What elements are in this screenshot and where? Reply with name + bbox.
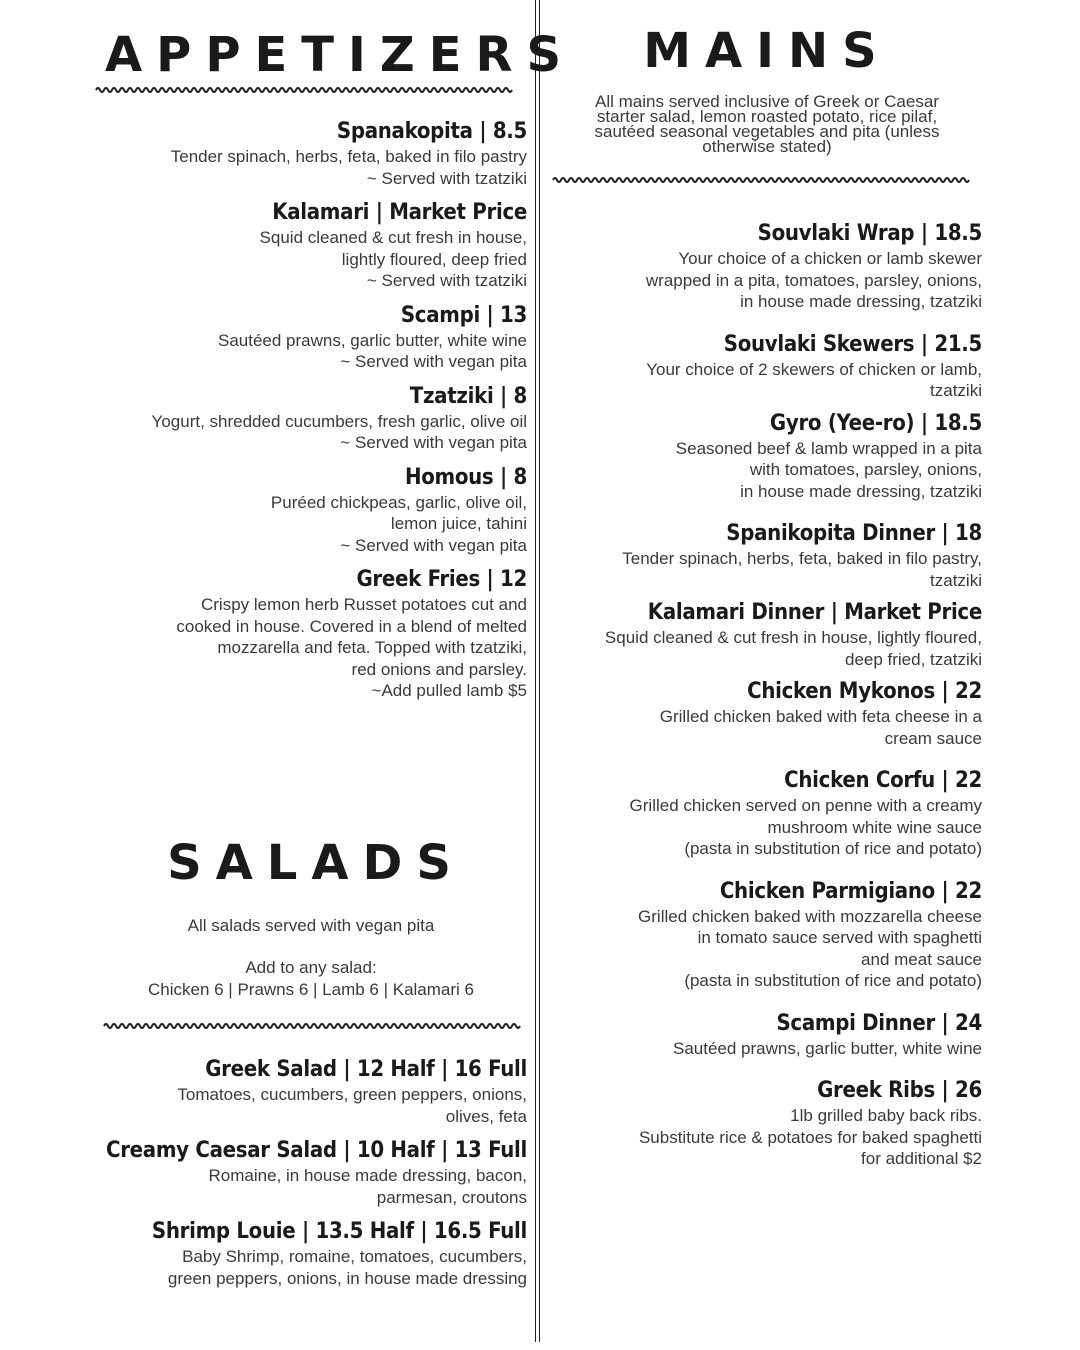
item-desc: Tomatoes, cucumbers, green peppers, onions,: [177, 1085, 527, 1104]
menu-item: [552, 1010, 982, 1060]
item-title: Creamy Caesar Salad | 10 Half | 13 Full: [105, 1138, 527, 1163]
mains-note-line: sautéed seasonal vegetables and pita (unless: [594, 122, 940, 141]
item-desc: Grilled chicken baked with feta cheese in a: [659, 707, 982, 726]
item-desc: in tomato sauce served with spaghetti: [697, 928, 982, 947]
item-title: Spanikopita Dinner | 18: [726, 521, 982, 546]
mains-note-line: starter salad, lemon roasted potato, rice pilaf,: [596, 107, 938, 126]
item-desc: ~ Served with vegan pita: [340, 352, 527, 371]
item-title: Shrimp Louie | 13.5 Half | 16.5 Full: [151, 1219, 527, 1244]
item-title: Souvlaki Skewers | 21.5: [723, 331, 982, 357]
item-desc: and meat sauce: [861, 949, 982, 969]
item-desc: in house made dressing, tzatziki: [740, 292, 982, 311]
item-desc: Your choice of 2 skewers of chicken or lamb,: [646, 359, 982, 379]
menu-item: [95, 1137, 527, 1208]
wave-divider: [95, 84, 520, 96]
appetizers-section: [95, 27, 576, 96]
wave-divider: [103, 1020, 528, 1032]
item-desc: tzatziki: [930, 570, 982, 590]
menu-item: [552, 678, 982, 749]
item-title: Souvlaki Wrap | 18.5: [757, 221, 982, 246]
mains-heading: MAINS: [643, 23, 891, 79]
item-desc: Puréed chickpeas, garlic, olive oil,: [270, 492, 527, 512]
item-desc: red onions and parsley.: [351, 659, 527, 679]
item-title: Spanakopita | 8.5: [336, 119, 527, 144]
menu-item: [552, 220, 982, 313]
item-desc: cream sauce: [884, 728, 982, 748]
salads-list: [95, 1056, 527, 1289]
menu-item: [552, 767, 982, 860]
mains-list: [552, 220, 982, 1170]
item-desc: Substitute rice & potatoes for baked spaghetti: [638, 1127, 982, 1147]
appetizers-heading: APPETIZERS: [105, 27, 576, 83]
wave-divider: [552, 174, 977, 186]
item-title: Chicken Mykonos | 22: [747, 679, 982, 704]
salads-note: All salads served with vegan pita: [187, 916, 435, 935]
item-desc: Squid cleaned & cut fresh in house, lightly floured,: [604, 628, 982, 647]
item-desc: mozzarella and feta. Topped with tzatziki,: [217, 638, 527, 657]
item-title: Greek Ribs | 26: [817, 1078, 982, 1103]
item-desc: lemon juice, tahini: [390, 514, 527, 533]
item-desc: Seasoned beef & lamb wrapped in a pita: [675, 438, 982, 458]
item-desc: Sautéed prawns, garlic butter, white wine: [217, 330, 527, 350]
mains-note: [552, 94, 982, 154]
mains-note-line: All mains served inclusive of Greek or Caesar: [595, 92, 939, 111]
item-title: Kalamari | Market Price: [272, 200, 527, 225]
item-desc: with tomatoes, parsley, onions,: [749, 460, 982, 479]
item-desc: ~ Served with tzatziki: [366, 271, 527, 290]
salads-section: [95, 836, 527, 1032]
menu-item: [95, 1056, 527, 1127]
item-desc: cooked in house. Covered in a blend of melted: [176, 616, 527, 636]
item-desc: olives, feta: [445, 1106, 527, 1126]
item-title: Tzatziki | 8: [409, 383, 527, 409]
item-title: Scampi Dinner | 24: [776, 1010, 982, 1036]
menu-item: [552, 410, 982, 503]
item-desc: green peppers, onions, in house made dressing: [167, 1268, 527, 1288]
item-desc: lightly floured, deep fried: [341, 249, 527, 269]
item-title: Kalamari Dinner | Market Price: [647, 600, 982, 625]
item-desc: Tender spinach, herbs, feta, baked in filo pastry,: [622, 549, 982, 568]
menu-item: [95, 383, 527, 454]
item-desc: Crispy lemon herb Russet potatoes cut and: [200, 595, 527, 614]
item-desc: Sautéed prawns, garlic butter, white wine: [672, 1038, 982, 1058]
appetizers-list: [95, 118, 527, 702]
item-title: Scampi | 13: [400, 302, 527, 328]
item-desc: parmesan, croutons: [376, 1187, 527, 1207]
item-desc: (pasta in substitution of rice and potato): [684, 839, 982, 858]
menu-item: [552, 331, 982, 402]
menu-item: [95, 464, 527, 557]
item-title: Greek Fries | 12: [356, 567, 527, 592]
item-desc: ~Add pulled lamb $5: [371, 681, 527, 700]
menu-item: [552, 878, 982, 992]
item-title: Gyro (Yee-ro) | 18.5: [769, 410, 982, 436]
item-title: Chicken Corfu | 22: [784, 768, 982, 793]
item-desc: deep fried, tzatziki: [844, 649, 982, 669]
item-desc: in house made dressing, tzatziki: [740, 481, 982, 501]
menu-item: [552, 1077, 982, 1170]
menu-item: [95, 199, 527, 292]
item-desc: Romaine, in house made dressing, bacon,: [208, 1166, 527, 1185]
item-desc: Grilled chicken baked with mozzarella cheese: [638, 906, 982, 926]
menu-item: [552, 599, 982, 670]
item-title: Homous | 8: [404, 464, 527, 490]
item-desc: mushroom white wine sauce: [767, 817, 982, 837]
menu-item: [552, 520, 982, 591]
salads-addon-label: Add to any salad:: [245, 958, 377, 977]
item-desc: Tender spinach, herbs, feta, baked in filo pastry: [170, 147, 527, 166]
mains-note-line: otherwise stated): [702, 137, 832, 156]
item-title: Greek Salad | 12 Half | 16 Full: [205, 1057, 527, 1082]
item-desc: ~ Served with vegan pita: [340, 433, 527, 452]
item-desc: for additional $2: [861, 1149, 982, 1168]
salads-heading: SALADS: [167, 835, 465, 891]
menu-item: [95, 118, 527, 189]
column-divider: [535, 0, 540, 1342]
item-desc: ~ Served with vegan pita: [340, 535, 527, 555]
item-desc: ~ Served with tzatziki: [366, 168, 527, 188]
mains-section: [552, 24, 982, 186]
item-desc: 1lb grilled baby back ribs.: [790, 1106, 982, 1125]
item-desc: tzatziki: [930, 381, 982, 400]
item-desc: Grilled chicken served on penne with a creamy: [629, 796, 982, 815]
item-desc: wrapped in a pita, tomatoes, parsley, onions,: [645, 270, 982, 290]
item-desc: Squid cleaned & cut fresh in house,: [259, 228, 527, 247]
item-desc: Baby Shrimp, romaine, tomatoes, cucumbers,: [182, 1247, 527, 1266]
item-desc: Yogurt, shredded cucumbers, fresh garlic, olive oil: [151, 411, 527, 431]
menu-item: [95, 566, 527, 702]
menu-item: [95, 1218, 527, 1289]
menu-item: [95, 302, 527, 373]
item-desc: Your choice of a chicken or lamb skewer: [678, 249, 982, 268]
salads-addon-list: Chicken 6 | Prawns 6 | Lamb 6 | Kalamari 6: [147, 980, 474, 999]
item-desc: (pasta in substitution of rice and potato): [684, 971, 982, 990]
item-title: Chicken Parmigiano | 22: [719, 878, 982, 904]
